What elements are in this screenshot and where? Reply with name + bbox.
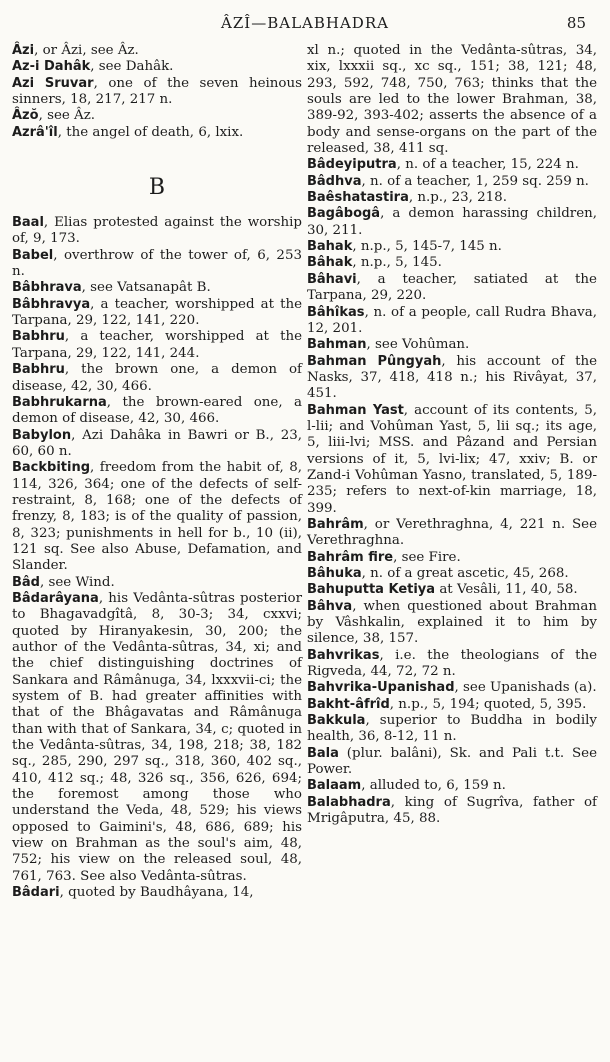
index-entry (12, 59, 302, 75)
entry-text: , account of its contents, 5, l-lii; and Vohûman Yast, 5, lii sq.; its age, 5, liii-lvi; MSS. and Pâzand and Persian versions of it, 5, lvi-lix; 47, xxiv; B. or Zand-i Vohûman Yasno, translated, 5, 189-235; refers to next-of-kin marriage, 18, 399. (307, 402, 598, 516)
entry-headword: Bala (307, 745, 339, 761)
index-entry (307, 778, 597, 794)
entry-headword: Bagâbogâ (307, 206, 381, 222)
entry-text: , quoted by Baudhâyana, 14, (59, 885, 254, 901)
index-entry (12, 885, 302, 901)
index-entry (12, 591, 302, 885)
entry-headword: Baêshatastira (307, 190, 409, 206)
entry-text: , one of the seven heinous sinners, 18, 217, 217 n. (12, 75, 302, 108)
index-entry (307, 550, 597, 566)
running-head-title: ÂZÎ—BALABHADRA (221, 14, 389, 32)
entry-text: , his account of the Nasks, 37, 418, 418 n.; his Rivâyat, 37, 451. (307, 353, 597, 402)
index-entry (307, 255, 597, 271)
entry-headword: Bahak (307, 239, 353, 255)
index-entry (12, 108, 302, 124)
entry-headword: Backbiting (12, 460, 91, 476)
entry-text: , n. of a teacher, 15, 224 n. (396, 157, 579, 173)
entry-headword: Baal (12, 215, 44, 231)
index-entry (12, 329, 302, 362)
entry-text: , his Vedânta-sûtras posterior to Bhagavadgîtâ, 8, 30-3; 34, cxxvi; quoted by Hiranyakesin, 30, 200; the author of the Vedânta-sûtras, 34, xi; and the chief distinguishing doctrines of Sankara and Râmânuga, 34, lxxxvii-ci; the system of B. had greater affinities with that of the Bhâgavatas and Râmânuga than with that of Sankara, 34, c; quoted in the Vedânta-sûtras, 34, 198, 218; 38, 182 sq., 285, 290, 297 sq., 318, 360, 402 sq., 410, 412 sq.; 48, 326 sq., 356, 626, 694; the foremost among those who understand the Veda, 48, 529; his views opposed to Gaimini's, 48, 686, 689; his view on Brahman as the soul's aim, 48, 752; his view on the released soul, 48, 761, 763. See also Vedânta-sûtras. (12, 590, 302, 884)
index-entry (12, 575, 302, 591)
entry-text: , superior to Buddha in bodily health, 36, 8-12, 11 n. (307, 713, 597, 745)
entry-headword: Âzi (12, 43, 35, 58)
index-entry (307, 566, 597, 582)
index-entry (307, 206, 597, 239)
index-entry (12, 460, 302, 574)
entry-headword: Bâd (12, 574, 40, 590)
entry-headword: Bahrâm (307, 516, 364, 532)
entry-text: , alluded to, 6, 159 n. (361, 778, 506, 794)
index-entry (12, 76, 302, 109)
entry-text: , n.p., 23, 218. (408, 190, 507, 206)
entry-text: , see Wind. (40, 574, 115, 590)
index-entry (307, 43, 597, 157)
index-entry (307, 746, 597, 779)
index-entry (307, 337, 597, 353)
entry-headword: Bâdari (12, 885, 60, 901)
entry-text: , n.p., 5, 194; quoted, 5, 395. (389, 696, 587, 712)
entry-headword: Bâdarâyana (12, 590, 99, 606)
entry-text: , the brown-eared one, a demon of disease, 42, 30, 466. (12, 394, 302, 427)
left-column (12, 43, 302, 902)
entry-headword: Bâbhrava (12, 280, 82, 296)
entry-headword: Bâhîkas (307, 304, 365, 320)
entry-text: , see Upanishads (a). (454, 680, 597, 696)
entry-text: , see Âz. (38, 108, 96, 124)
entry-text: , n. of a great ascetic, 45, 268. (361, 566, 569, 581)
entries-right-list (307, 43, 597, 828)
entry-text: , freedom from the habit of, 8, 114, 326, 364; one of the defects of self-restraint, 8, 168; one of the defects of frenzy, 8, 183; is of the quality of passion, 8, 323; punishments in hell for b., 10 (ii), 121 sq. See also Abuse, Defamation, and Slander. (12, 460, 302, 574)
entry-headword: Bâhva (307, 598, 353, 614)
entry-headword: Âzŏ (12, 108, 39, 124)
entry-text: , n. of a teacher, 1, 259 sq. 259 n. (361, 173, 589, 189)
entry-headword: Bahvrika-Upanishad (307, 680, 455, 696)
index-entry (307, 305, 597, 338)
entry-text: , see Fire. (393, 549, 461, 565)
entries-b-list (12, 215, 302, 901)
entry-headword: Babhru (12, 329, 65, 345)
entry-text: , see Dahâk. (90, 59, 174, 75)
entry-headword: Azrâ'îl (12, 124, 58, 140)
index-entry (307, 239, 597, 255)
index-entry (12, 395, 302, 428)
entry-headword: Bahuputta Ketiya (307, 582, 436, 598)
entry-text: , n.p., 5, 145. (352, 255, 442, 271)
index-entry (12, 362, 302, 395)
page-number: 85 (566, 14, 586, 32)
index-entry (307, 648, 597, 681)
index-entry (307, 599, 597, 648)
entry-text: , Elias protested against the worship of, 9, 173. (12, 215, 302, 247)
entry-text: , king of Sugrîva, father of Mrigâputra, 45, 88. (307, 794, 597, 827)
entry-headword: Balabhadra (307, 794, 391, 810)
entry-text: , a demon harassing children, 30, 211. (307, 206, 597, 238)
entry-headword: Bahrâm fire (307, 549, 394, 565)
entry-headword: Balaam (307, 778, 362, 794)
entry-text: , n. of a people, call Rudra Bhava, 12, 201. (307, 304, 597, 336)
entry-headword: Bâdeyiputra (307, 157, 397, 173)
index-entry (307, 174, 597, 190)
index-entry (307, 403, 597, 517)
entry-text: , i.e. the theologians of the Rigveda, 44, 72, 72 n. (307, 647, 597, 680)
entry-headword: Bâhak (307, 255, 353, 271)
index-entry (307, 354, 597, 403)
entry-text: , or Verethraghna, 4, 221 n. See Verethraghna. (307, 516, 597, 549)
entry-headword: Bahman Pûngyah (307, 353, 442, 369)
index-entry (307, 697, 597, 713)
index-entry (12, 280, 302, 296)
entry-headword: Bâhuka (307, 566, 362, 581)
entry-headword: Bahman (307, 337, 367, 353)
index-entry (12, 428, 302, 461)
entry-text: , a teacher, worshipped at the Tarpana, 29, 122, 141, 244. (12, 329, 302, 361)
index-entry (12, 43, 302, 59)
entry-text: (plur. balâni), Sk. and Pali t.t. See Power. (307, 745, 597, 778)
entry-text: , when questioned about Brahman by Vâshkalin, explained it to him by silence, 38, 157. (307, 598, 597, 647)
entry-text: , see Vatsanapât B. (81, 280, 211, 296)
entry-headword: Bakkula (307, 713, 366, 729)
entry-headword: Babhru (12, 362, 65, 378)
running-head (0, 12, 610, 36)
index-entry (307, 517, 597, 550)
entry-headword: Babhrukarna (12, 394, 107, 410)
entry-headword: Bakht-âfrîd (307, 696, 390, 712)
index-entry (307, 680, 597, 696)
entry-text: xl n.; quoted in the Vedânta-sûtras, 34, xix, lxxxii sq., xc sq., 151; 38, 121; 48, 293, 592, 748, 750, 763; thinks that the souls are led to the lower Brahman, 38, 389-92, 393-402; asserts the absence of a body and sense-organs on the part of the released, 38, 411 sq. (307, 43, 597, 157)
section-letter: B (148, 175, 166, 201)
entry-text: at Vesâli, 11, 40, 58. (435, 582, 578, 598)
entry-headword: Babylon (12, 427, 72, 443)
index-entry (307, 157, 597, 173)
entry-text: , a teacher, worshipped at the Tarpana, 29, 122, 141, 220. (12, 296, 302, 329)
index-entry (12, 248, 302, 281)
entry-text: , a teacher, satiated at the Tarpana, 29, 220. (307, 271, 597, 304)
entry-text: , the brown one, a demon of disease, 42, 30, 466. (12, 362, 302, 394)
entry-text: , the angel of death, 6, lxix. (57, 124, 244, 140)
index-entry (12, 125, 302, 141)
index-entry (12, 297, 302, 330)
index-entry (307, 272, 597, 305)
entry-text: , or Âzi, see Âz. (34, 43, 139, 58)
index-entry (307, 713, 597, 746)
entry-headword: Az-i Dahâk (12, 59, 91, 75)
index-entry (307, 795, 597, 828)
entry-headword: Bahman Yast (307, 402, 404, 418)
entry-text: , see Vohûman. (366, 337, 470, 353)
index-entry (307, 190, 597, 206)
index-entry (12, 215, 302, 248)
entry-headword: Babel (12, 247, 54, 263)
entry-headword: Bâbhravya (12, 296, 91, 312)
entry-headword: Bâdhva (307, 173, 362, 189)
entries-a-list (12, 43, 302, 141)
entry-headword: Azi Sruvar (12, 75, 94, 91)
entry-headword: Bâhavi (307, 271, 357, 287)
index-entry (307, 582, 597, 598)
right-column (307, 43, 597, 828)
entry-text: , overthrow of the tower of, 6, 253 n. (12, 247, 302, 280)
entry-text: , n.p., 5, 145-7, 145 n. (352, 239, 502, 255)
entry-headword: Bahvrikas (307, 647, 380, 663)
entry-text: , Azi Dahâka in Bawri or B., 23, 60, 60 n. (12, 427, 302, 459)
